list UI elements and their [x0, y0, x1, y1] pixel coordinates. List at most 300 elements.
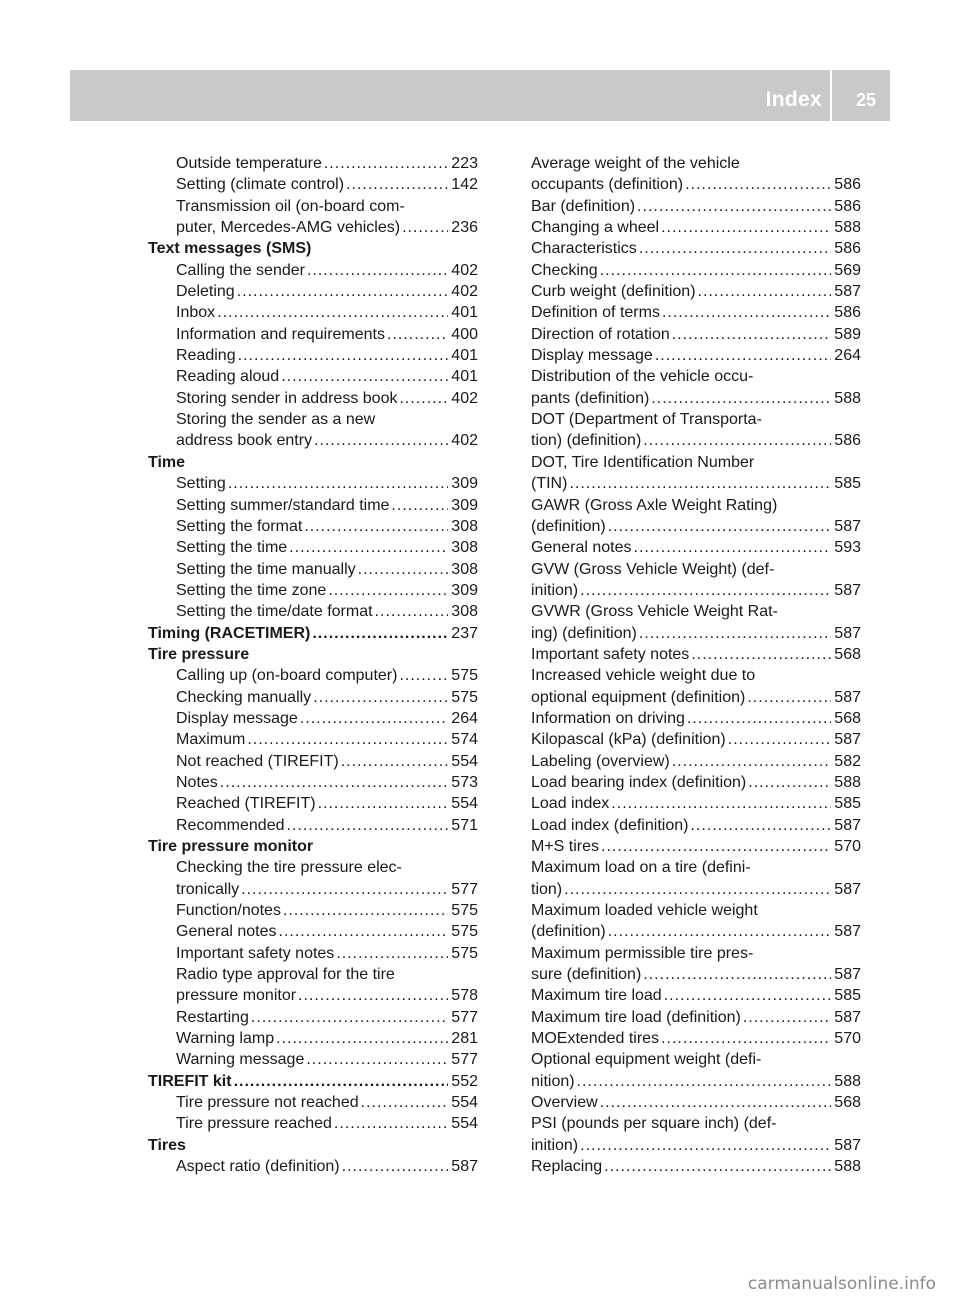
- index-entry: [148, 665, 478, 686]
- dot-leader: [577, 1071, 831, 1092]
- dot-leader: [611, 793, 831, 814]
- dot-leader: [672, 324, 831, 345]
- dot-leader: [279, 921, 448, 942]
- page-reference: 281: [451, 1030, 478, 1048]
- dot-leader: [306, 1049, 448, 1070]
- index-entry: [148, 559, 478, 580]
- entry-text: Load index (definition): [531, 816, 689, 834]
- entry-text: Load index: [531, 795, 610, 813]
- dot-leader: [287, 815, 449, 836]
- dot-leader: [346, 174, 448, 195]
- index-entry: Storing the sender as a new: [176, 411, 376, 429]
- index-entry: [531, 708, 861, 729]
- page-number: 25: [855, 90, 876, 110]
- entry-text: inition): [531, 581, 579, 599]
- page-reference: 588: [834, 219, 861, 237]
- page-reference: 402: [451, 283, 478, 301]
- dot-leader: [608, 516, 831, 537]
- entry-text: Information on driving: [531, 709, 685, 727]
- dot-leader: [375, 601, 448, 622]
- index-heading: Tire pressure: [148, 645, 250, 663]
- page-reference: 401: [451, 368, 478, 386]
- dot-leader: [664, 985, 831, 1006]
- index-entry: [148, 879, 478, 900]
- page-reference: 587: [834, 581, 861, 599]
- page-reference: 586: [834, 176, 861, 194]
- dot-leader: [312, 623, 448, 644]
- entry-text: Setting the time zone: [176, 581, 327, 599]
- index-entry: [148, 1007, 478, 1028]
- page-reference: 570: [834, 1030, 861, 1048]
- index-entry: [531, 921, 861, 942]
- page-reference: 575: [451, 944, 478, 962]
- dot-leader: [387, 324, 448, 345]
- page-reference: 575: [451, 923, 478, 941]
- page-reference: 309: [451, 581, 478, 599]
- index-entry: [148, 793, 478, 814]
- index-entry: GAWR (Gross Axle Weight Rating): [531, 496, 778, 514]
- index-entry: [148, 366, 478, 387]
- entry-text: Storing sender in address book: [176, 389, 398, 407]
- index-entry: GVW (Gross Vehicle Weight) (def-: [531, 560, 775, 578]
- index-heading: Tires: [148, 1136, 186, 1154]
- entry-text: Outside temperature: [176, 155, 322, 172]
- page-reference: 401: [451, 347, 478, 365]
- page-reference: 575: [451, 667, 478, 685]
- index-entry: [148, 900, 478, 921]
- page-reference: 575: [451, 688, 478, 706]
- entry-text: Notes: [176, 773, 218, 791]
- index-entry: [148, 324, 478, 345]
- page-reference: 593: [834, 539, 861, 557]
- entry-text: Timing (RACETIMER): [148, 624, 311, 642]
- dot-leader: [690, 815, 831, 836]
- page-reference: 554: [451, 1115, 478, 1133]
- dot-leader: [608, 921, 831, 942]
- index-entry: [531, 964, 861, 985]
- index-heading: Text messages (SMS): [148, 240, 312, 258]
- entry-text: Overview: [531, 1094, 598, 1112]
- index-entry: [531, 623, 861, 644]
- page-reference: 587: [451, 1158, 478, 1176]
- index-entry: [148, 430, 478, 451]
- dot-leader: [747, 687, 831, 708]
- dot-leader: [637, 196, 831, 217]
- page-reference: 587: [834, 923, 861, 941]
- index-entry: [148, 281, 478, 302]
- entry-text: tion) (definition): [531, 432, 642, 450]
- dot-leader: [251, 1007, 448, 1028]
- entry-text: Display message: [176, 709, 298, 727]
- page-reference: 308: [451, 560, 478, 578]
- dot-leader: [685, 174, 831, 195]
- index-entry: [148, 217, 478, 238]
- page-reference: 587: [834, 517, 861, 535]
- index-entry: [148, 751, 478, 772]
- entry-text: Bar (definition): [531, 197, 636, 215]
- index-entry: [148, 708, 478, 729]
- page-reference: 578: [451, 987, 478, 1005]
- index-entry: [148, 815, 478, 836]
- entry-text: Direction of rotation: [531, 325, 670, 343]
- index-entry: [531, 1071, 861, 1092]
- entry-text: Warning message: [176, 1051, 305, 1069]
- dot-leader: [580, 1135, 831, 1156]
- index-entry: [531, 836, 861, 857]
- index-entry: [531, 815, 861, 836]
- page-reference: 587: [834, 880, 861, 898]
- entry-text: Labeling (overview): [531, 752, 670, 770]
- entry-text: Setting the time: [176, 539, 288, 557]
- entry-text: Setting summer/standard time: [176, 496, 390, 514]
- page-reference: 586: [834, 197, 861, 215]
- header-divider: [830, 70, 832, 121]
- page-reference: 582: [834, 752, 861, 770]
- index-entry: [148, 729, 478, 750]
- page-reference: 588: [834, 389, 861, 407]
- index-entry: Maximum load on a tire (defini-: [531, 859, 751, 877]
- dot-leader: [691, 644, 831, 665]
- index-entry: [531, 238, 861, 259]
- index-entry: Distribution of the vehicle occu-: [531, 368, 754, 386]
- index-entry: [148, 1092, 478, 1113]
- index-heading: Tire pressure monitor: [148, 838, 314, 855]
- dot-leader: [651, 388, 831, 409]
- index-entry: [148, 495, 478, 516]
- page-reference: 552: [451, 1072, 478, 1090]
- index-entry: [148, 1049, 478, 1070]
- page-reference: 400: [451, 325, 478, 343]
- index-entry: [531, 772, 861, 793]
- index-entry: [148, 153, 478, 174]
- page-reference: 401: [451, 304, 478, 322]
- entry-text: General notes: [531, 539, 632, 557]
- page-reference: 588: [834, 1072, 861, 1090]
- page-reference: 587: [834, 624, 861, 642]
- entry-text: Recommended: [176, 816, 285, 834]
- entry-text: Maximum tire load (definition): [531, 1008, 741, 1026]
- entry-text: nition): [531, 1072, 575, 1090]
- index-entry: [148, 473, 478, 494]
- index-entry: [148, 1028, 478, 1049]
- page-reference: 309: [451, 475, 478, 493]
- page-reference: 586: [834, 240, 861, 258]
- page-reference: 577: [451, 1051, 478, 1069]
- page-reference: 568: [834, 645, 861, 663]
- index-entry: Radio type approval for the tire: [176, 966, 395, 984]
- page-reference: 309: [451, 496, 478, 514]
- index-entry: [148, 1113, 478, 1134]
- index-entry: [531, 537, 861, 558]
- page-reference: 571: [451, 816, 478, 834]
- index-heading: Time: [148, 453, 186, 471]
- dot-leader: [564, 879, 831, 900]
- index-entry: [531, 1092, 861, 1113]
- page-reference: 308: [451, 517, 478, 535]
- page-reference: 308: [451, 603, 478, 621]
- dot-leader: [600, 1092, 831, 1113]
- entry-text: Calling up (on-board computer): [176, 667, 398, 685]
- dot-leader: [662, 302, 831, 323]
- index-entry: [531, 879, 861, 900]
- index-entry: [148, 921, 478, 942]
- page-reference: 236: [451, 219, 478, 237]
- entry-text: MOExtended tires: [531, 1030, 660, 1048]
- dot-leader: [281, 366, 448, 387]
- dot-leader: [639, 623, 831, 644]
- dot-leader: [634, 537, 831, 558]
- index-entry: [148, 174, 478, 195]
- entry-text: Warning lamp: [176, 1030, 275, 1048]
- entry-text: pressure monitor: [176, 987, 297, 1005]
- dot-leader: [687, 708, 831, 729]
- page-reference: 585: [834, 987, 861, 1005]
- entry-text: Tire pressure reached: [176, 1115, 332, 1133]
- page-reference: 587: [834, 283, 861, 301]
- index-entry: [531, 388, 861, 409]
- index-entry: [531, 516, 861, 537]
- dot-leader: [399, 388, 448, 409]
- page-reference: 237: [451, 624, 478, 642]
- entry-text: occupants (definition): [531, 176, 684, 194]
- watermark: carmanualsonline.info: [747, 1274, 936, 1294]
- dot-leader: [276, 1028, 448, 1049]
- index-entry: Average weight of the vehicle: [531, 155, 740, 172]
- dot-leader: [247, 729, 448, 750]
- entry-text: Setting the time manually: [176, 560, 356, 578]
- dot-leader: [220, 772, 448, 793]
- entry-text: sure (definition): [531, 966, 642, 984]
- entry-text: inition): [531, 1136, 579, 1154]
- dot-leader: [341, 751, 448, 772]
- entry-text: Information and requirements: [176, 325, 385, 343]
- dot-leader: [342, 1156, 448, 1177]
- dot-leader: [604, 1156, 831, 1177]
- dot-leader: [336, 943, 448, 964]
- entry-text: (TIN): [531, 475, 568, 493]
- index-column-left: [148, 153, 478, 1178]
- index-entry: [148, 260, 478, 281]
- index-entry: [531, 345, 861, 366]
- dot-leader: [241, 879, 448, 900]
- index-entry: [148, 388, 478, 409]
- index-entry: [148, 516, 478, 537]
- page-reference: 587: [834, 731, 861, 749]
- dot-leader: [748, 772, 831, 793]
- entry-text: Deleting: [176, 283, 235, 301]
- page-reference: 402: [451, 389, 478, 407]
- page-reference: 589: [834, 325, 861, 343]
- entry-text: Tire pressure not reached: [176, 1094, 359, 1112]
- index-entry: [531, 580, 861, 601]
- entry-text: (definition): [531, 517, 606, 535]
- dot-leader: [698, 281, 831, 302]
- dot-leader: [334, 1113, 448, 1134]
- dot-leader: [728, 729, 831, 750]
- index-entry: [148, 345, 478, 366]
- dot-leader: [639, 238, 831, 259]
- dot-leader: [314, 430, 448, 451]
- index-heading: [148, 1071, 478, 1092]
- index-entry: Increased vehicle weight due to: [531, 667, 756, 685]
- index-entry: [531, 430, 861, 451]
- page-reference: 586: [834, 304, 861, 322]
- index-entry: [531, 281, 861, 302]
- dot-leader: [643, 964, 831, 985]
- page-reference: 264: [451, 709, 478, 727]
- entry-text: Setting the format: [176, 517, 303, 535]
- index-entry: [531, 729, 861, 750]
- page-reference: 587: [834, 816, 861, 834]
- entry-text: Restarting: [176, 1008, 249, 1026]
- page-reference: 573: [451, 773, 478, 791]
- index-entry: Maximum permissible tire pres-: [531, 944, 754, 962]
- page-reference: 587: [834, 688, 861, 706]
- index-entry: [148, 772, 478, 793]
- dot-leader: [600, 260, 831, 281]
- entry-text: Display message: [531, 347, 653, 365]
- index-entry: GVWR (Gross Vehicle Weight Rat-: [531, 603, 778, 621]
- page-reference: 554: [451, 795, 478, 813]
- dot-leader: [318, 793, 448, 814]
- entry-text: tion): [531, 880, 563, 898]
- index-entry: [148, 943, 478, 964]
- dot-leader: [324, 153, 448, 174]
- entry-text: (definition): [531, 923, 606, 941]
- index-heading: [148, 623, 478, 644]
- index-entry: [148, 580, 478, 601]
- dot-leader: [672, 751, 831, 772]
- index-entry: [531, 644, 861, 665]
- entry-text: tronically: [176, 880, 240, 898]
- page-reference: 554: [451, 752, 478, 770]
- entry-text: Setting (climate control): [176, 176, 345, 194]
- index-entry: [531, 196, 861, 217]
- page-reference: 575: [451, 902, 478, 920]
- page-reference: 588: [834, 773, 861, 791]
- index-entry: [531, 687, 861, 708]
- dot-leader: [358, 559, 448, 580]
- entry-text: Reached (TIREFIT): [176, 795, 316, 813]
- dot-leader: [402, 217, 448, 238]
- dot-leader: [238, 345, 448, 366]
- dot-leader: [217, 302, 448, 323]
- dot-leader: [661, 217, 831, 238]
- index-entry: [531, 793, 861, 814]
- entry-text: Setting the time/date format: [176, 603, 373, 621]
- entry-text: Checking manually: [176, 688, 312, 706]
- entry-text: TIREFIT kit: [148, 1072, 232, 1090]
- entry-text: Maximum tire load: [531, 987, 662, 1005]
- page-reference: 308: [451, 539, 478, 557]
- entry-text: Kilopascal (kPa) (definition): [531, 731, 726, 749]
- page-reference: 402: [451, 432, 478, 450]
- entry-text: Changing a wheel: [531, 219, 660, 237]
- page-reference: 574: [451, 731, 478, 749]
- page-reference: 587: [834, 1008, 861, 1026]
- page-reference: 264: [834, 347, 861, 365]
- entry-text: puter, Mercedes-AMG vehicles): [176, 219, 401, 237]
- index-column-right: [531, 153, 861, 1178]
- entry-text: Important safety notes: [176, 944, 335, 962]
- entry-text: Reading aloud: [176, 368, 280, 386]
- index-entry: [148, 601, 478, 622]
- entry-text: Load bearing index (definition): [531, 773, 747, 791]
- index-entry: Transmission oil (on-board com-: [176, 197, 405, 215]
- page-header: [70, 70, 890, 121]
- entry-text: M+S tires: [531, 838, 600, 855]
- page-reference: 223: [451, 155, 478, 172]
- entry-text: ing) (definition): [531, 624, 637, 642]
- dot-leader: [399, 665, 448, 686]
- index-entry: [531, 1007, 861, 1028]
- entry-text: optional equipment (definition): [531, 688, 746, 706]
- page-reference: 577: [451, 1008, 478, 1026]
- dot-leader: [289, 537, 448, 558]
- dot-leader: [328, 580, 448, 601]
- index-entry: [531, 324, 861, 345]
- index-entry: [531, 1156, 861, 1177]
- entry-text: Characteristics: [531, 240, 637, 258]
- index-entry: [148, 1156, 478, 1177]
- entry-text: Curb weight (definition): [531, 283, 696, 301]
- page-reference: 554: [451, 1094, 478, 1112]
- dot-leader: [304, 516, 448, 537]
- index-entry: Maximum loaded vehicle weight: [531, 902, 758, 920]
- index-entry: DOT (Department of Transporta-: [531, 411, 762, 429]
- entry-text: General notes: [176, 923, 277, 941]
- index-entry: [531, 985, 861, 1006]
- page-reference: 587: [834, 1136, 861, 1154]
- entry-text: Calling the sender: [176, 261, 305, 279]
- dot-leader: [237, 281, 448, 302]
- index-entry: DOT, Tire Identification Number: [531, 453, 755, 471]
- dot-leader: [643, 430, 831, 451]
- index-entry: [531, 1135, 861, 1156]
- page-reference: 577: [451, 880, 478, 898]
- page-reference: 142: [451, 176, 478, 194]
- dot-leader: [298, 985, 448, 1006]
- section-title: Index: [765, 88, 822, 111]
- index-entry: [148, 537, 478, 558]
- index-entry: [531, 473, 861, 494]
- entry-text: Aspect ratio (definition): [176, 1158, 340, 1176]
- dot-leader: [743, 1007, 831, 1028]
- index-entry: [531, 1028, 861, 1049]
- index-entry: PSI (pounds per square inch) (def-: [531, 1115, 777, 1133]
- page-reference: 588: [834, 1158, 861, 1176]
- page-reference: 568: [834, 1094, 861, 1112]
- dot-leader: [234, 1071, 448, 1092]
- index-entry: [531, 260, 861, 281]
- entry-text: Setting: [176, 475, 226, 493]
- page-reference: 585: [834, 795, 861, 813]
- entry-text: Not reached (TIREFIT): [176, 752, 339, 770]
- dot-leader: [300, 708, 448, 729]
- page-reference: 569: [834, 261, 861, 279]
- entry-text: Checking: [531, 261, 598, 279]
- page-reference: 585: [834, 475, 861, 493]
- dot-leader: [283, 900, 448, 921]
- index-entry: Optional equipment weight (defi-: [531, 1051, 762, 1069]
- index-entry: [531, 302, 861, 323]
- entry-text: Maximum: [176, 731, 246, 749]
- dot-leader: [307, 260, 448, 281]
- dot-leader: [228, 473, 448, 494]
- index-entry: Checking the tire pressure elec-: [176, 859, 402, 877]
- dot-leader: [391, 495, 448, 516]
- page-reference: 402: [451, 261, 478, 279]
